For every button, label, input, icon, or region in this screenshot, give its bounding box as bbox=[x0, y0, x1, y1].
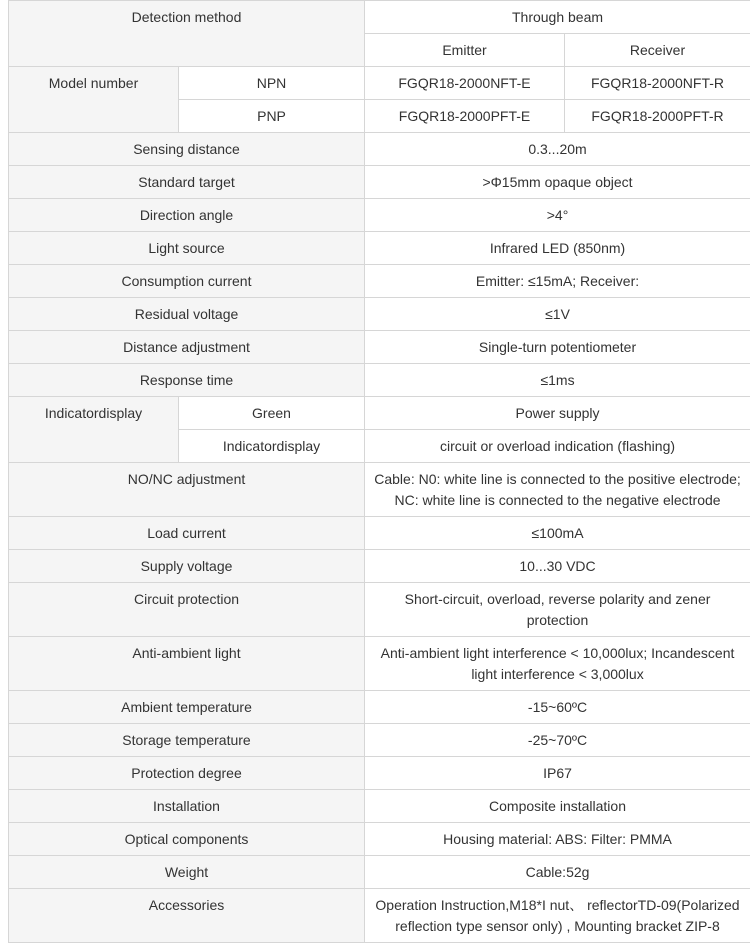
spec-label: Weight bbox=[9, 856, 365, 889]
anti-ambient-label: Anti-ambient light bbox=[9, 637, 365, 691]
npn-receiver-model: FGQR18-2000NFT-R bbox=[565, 67, 750, 100]
spec-value: ≤100mA bbox=[365, 517, 750, 550]
indicator-second-value: circuit or overload indication (flashing) bbox=[365, 430, 750, 463]
circuit-protection-line-2: protection bbox=[527, 612, 588, 628]
model-npn-row bbox=[9, 67, 750, 100]
spec-row bbox=[9, 265, 750, 298]
spec-row bbox=[9, 133, 750, 166]
spec-value: ≤1ms bbox=[365, 364, 750, 397]
npn-emitter-model: FGQR18-2000NFT-E bbox=[365, 67, 565, 100]
spec-label: Load current bbox=[9, 517, 365, 550]
spec-row bbox=[9, 199, 750, 232]
anti-ambient-value bbox=[365, 637, 750, 691]
receiver-header: Receiver bbox=[565, 34, 750, 67]
accessories-line-2: reflection type sensor only) , Mounting bracket ZIP-8 bbox=[395, 918, 719, 934]
indicator-green-sub: Green bbox=[179, 397, 365, 430]
anti-ambient-line-2: light interference < 3,000lux bbox=[471, 666, 643, 682]
spec-value: ≤1V bbox=[365, 298, 750, 331]
spec-table bbox=[8, 0, 750, 943]
supply-voltage-row bbox=[9, 550, 750, 583]
spec-value: Infrared LED (850nm) bbox=[365, 232, 750, 265]
spec-row bbox=[9, 757, 750, 790]
spec-row bbox=[9, 232, 750, 265]
circuit-protection-label: Circuit protection bbox=[9, 583, 365, 637]
spec-row bbox=[9, 790, 750, 823]
spec-label: Distance adjustment bbox=[9, 331, 365, 364]
spec-value: -25~70ºC bbox=[365, 724, 750, 757]
indicator-green-row bbox=[9, 397, 750, 430]
pnp-label: PNP bbox=[179, 100, 365, 133]
spec-value: >Φ15mm opaque object bbox=[365, 166, 750, 199]
emitter-header: Emitter bbox=[365, 34, 565, 67]
spec-label: Sensing distance bbox=[9, 133, 365, 166]
spec-label: Optical components bbox=[9, 823, 365, 856]
circuit-protection-row bbox=[9, 583, 750, 637]
spec-label: Response time bbox=[9, 364, 365, 397]
indicator-second-sub: Indicatordisplay bbox=[179, 430, 365, 463]
spec-row bbox=[9, 331, 750, 364]
spec-value: -15~60ºC bbox=[365, 691, 750, 724]
spec-label: Ambient temperature bbox=[9, 691, 365, 724]
nonc-label: NO/NC adjustment bbox=[9, 463, 365, 517]
pnp-emitter-model: FGQR18-2000PFT-E bbox=[365, 100, 565, 133]
circuit-protection-value bbox=[365, 583, 750, 637]
detection-method-label: Detection method bbox=[9, 1, 365, 67]
anti-ambient-line-1: Anti-ambient light interference < 10,000lux; Incandescent bbox=[381, 645, 735, 661]
spec-row bbox=[9, 166, 750, 199]
accessories-row bbox=[9, 889, 750, 943]
spec-label: Protection degree bbox=[9, 757, 365, 790]
spec-label: Storage temperature bbox=[9, 724, 365, 757]
spec-label: Standard target bbox=[9, 166, 365, 199]
nonc-line-2: NC: white line is connected to the negative electrode bbox=[394, 492, 720, 508]
npn-label: NPN bbox=[179, 67, 365, 100]
spec-label: Supply voltage bbox=[9, 550, 365, 583]
spec-row bbox=[9, 364, 750, 397]
spec-value: >4° bbox=[365, 199, 750, 232]
spec-value: Composite installation bbox=[365, 790, 750, 823]
spec-value: Emitter: ≤15mA; Receiver: bbox=[365, 265, 750, 298]
spec-value: 10...30 VDC bbox=[365, 550, 750, 583]
header-row bbox=[9, 1, 750, 34]
spec-value: IP67 bbox=[365, 757, 750, 790]
through-beam-header: Through beam bbox=[365, 1, 750, 34]
spec-label: Direction angle bbox=[9, 199, 365, 232]
indicator-display-label: Indicatordisplay bbox=[9, 397, 179, 463]
spec-row bbox=[9, 823, 750, 856]
spec-value: Cable:52g bbox=[365, 856, 750, 889]
nonc-line-1: Cable: N0: white line is connected to the positive electrode; bbox=[374, 471, 741, 487]
spec-label: Consumption current bbox=[9, 265, 365, 298]
nonc-value bbox=[365, 463, 750, 517]
accessories-line-1: Operation Instruction,M18*I nut、 reflectorTD-09(Polarized bbox=[375, 897, 739, 913]
load-current-row bbox=[9, 517, 750, 550]
spec-label: Light source bbox=[9, 232, 365, 265]
accessories-label: Accessories bbox=[9, 889, 365, 943]
anti-ambient-row bbox=[9, 637, 750, 691]
spec-value: Single-turn potentiometer bbox=[365, 331, 750, 364]
spec-label: Residual voltage bbox=[9, 298, 365, 331]
spec-value: 0.3...20m bbox=[365, 133, 750, 166]
spec-row bbox=[9, 691, 750, 724]
spec-row bbox=[9, 856, 750, 889]
pnp-receiver-model: FGQR18-2000PFT-R bbox=[565, 100, 750, 133]
spec-label: Installation bbox=[9, 790, 365, 823]
circuit-protection-line-1: Short-circuit, overload, reverse polarity and zener bbox=[405, 591, 711, 607]
spec-row bbox=[9, 298, 750, 331]
indicator-green-value: Power supply bbox=[365, 397, 750, 430]
model-number-label: Model number bbox=[9, 67, 179, 133]
spec-value: Housing material: ABS: Filter: PMMA bbox=[365, 823, 750, 856]
accessories-value bbox=[365, 889, 750, 943]
spec-row bbox=[9, 724, 750, 757]
nonc-row bbox=[9, 463, 750, 517]
